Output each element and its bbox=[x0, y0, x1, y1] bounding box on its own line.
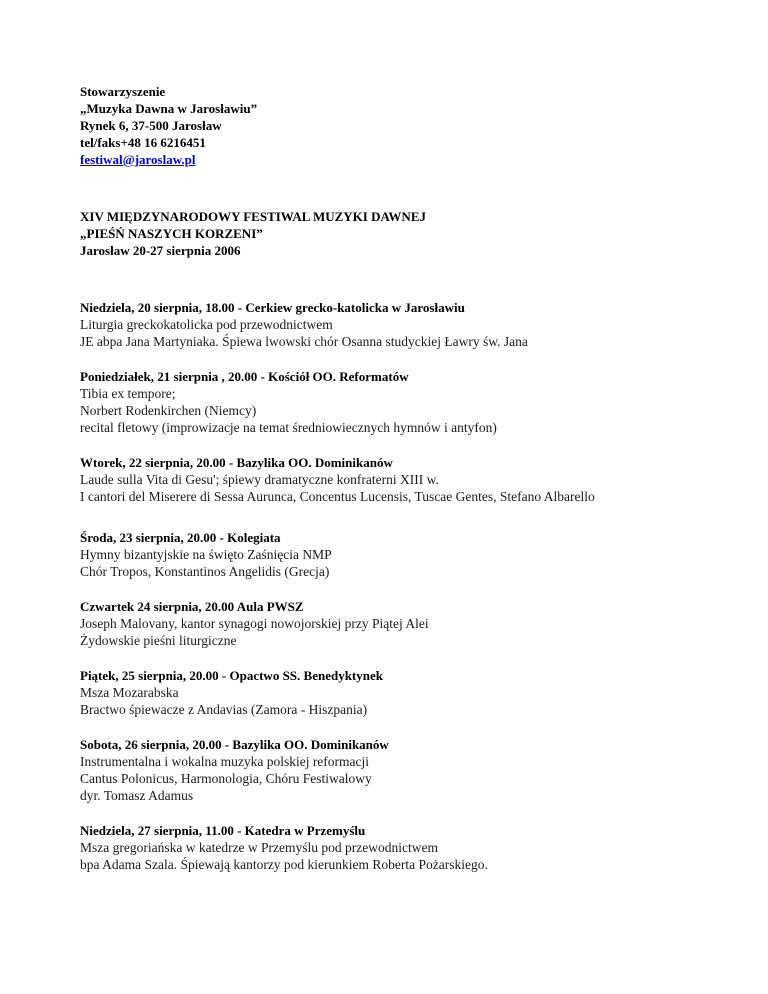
event-description-line: Tibia ex tempore; bbox=[80, 386, 176, 401]
event-heading: Niedziela, 27 sierpnia, 11.00 - Katedra w Przemyślu bbox=[80, 823, 366, 838]
event-description-line: Hymny bizantyjskie na święto Zaśnięcia NMP bbox=[80, 547, 332, 562]
event-heading: Sobota, 26 sierpnia, 20.00 - Bazylika OO. Dominikanów bbox=[80, 737, 389, 752]
event-description-line: Norbert Rodenkirchen (Niemcy) bbox=[80, 403, 257, 418]
event-heading: Poniedziałek, 21 sierpnia , 20.00 - Kościół OO. Reformatów bbox=[80, 369, 409, 384]
event-description-line: Laude sulla Vita di Gesu'; śpiewy dramatyczne konfraterni XIII w. bbox=[80, 472, 439, 487]
festival-title-block bbox=[80, 208, 740, 259]
organization-email-link[interactable]: festiwal@jaroslaw.pl bbox=[80, 152, 196, 167]
event-description-line: Msza gregoriańska w katedrze w Przemyślu pod przewodnictwem bbox=[80, 840, 439, 855]
event-description-line: Chór Tropos, Konstantinos Angelidis (Grecja) bbox=[80, 564, 330, 579]
event-description-line: Żydowskie pieśni liturgiczne bbox=[80, 633, 237, 648]
event-description-line: recital fletowy (improwizacje na temat średniowiecznych hymnów i antyfon) bbox=[80, 420, 497, 435]
event-item bbox=[80, 454, 740, 505]
event-item bbox=[80, 299, 740, 350]
event-item bbox=[80, 822, 740, 873]
event-description-line: Msza Mozarabska bbox=[80, 685, 179, 700]
event-description-line: Bractwo śpiewacze z Andavias (Zamora - Hiszpania) bbox=[80, 702, 368, 717]
organization-address: Rynek 6, 37-500 Jarosław bbox=[80, 118, 222, 133]
event-heading: Środa, 23 sierpnia, 20.00 - Kolegiata bbox=[80, 530, 281, 545]
organization-name: „Muzyka Dawna w Jarosławiu” bbox=[80, 101, 258, 116]
festival-subtitle: „PIEŚŃ NASZYCH KORZENI” bbox=[80, 226, 263, 241]
organization-type: Stowarzyszenie bbox=[80, 84, 166, 99]
organization-address-block bbox=[80, 83, 740, 168]
event-description-line: JE abpa Jana Martyniaka. Śpiewa lwowski chór Osanna studyckiej Ławry św. Jana bbox=[80, 334, 528, 349]
festival-title: XIV MIĘDZYNARODOWY FESTIWAL MUZYKI DAWNEJ bbox=[80, 209, 426, 224]
event-description-line: Joseph Malovany, kantor synagogi nowojorskiej przy Piątej Alei bbox=[80, 616, 429, 631]
event-item bbox=[80, 529, 740, 580]
organization-phone: tel/faks+48 16 6216451 bbox=[80, 135, 206, 150]
event-description-line: I cantori del Miserere di Sessa Aurunca, Concentus Lucensis, Tuscae Gentes, Stefano Albarello bbox=[80, 489, 595, 504]
event-description-line: bpa Adama Szala. Śpiewają kantorzy pod kierunkiem Roberta Pożarskiego. bbox=[80, 857, 488, 872]
event-description-line: Cantus Polonicus, Harmonologia, Chóru Festiwalowy bbox=[80, 771, 372, 786]
event-list bbox=[80, 299, 740, 873]
event-heading: Wtorek, 22 sierpnia, 20.00 - Bazylika OO. Dominikanów bbox=[80, 455, 393, 470]
festival-dates: Jarosław 20-27 sierpnia 2006 bbox=[80, 243, 241, 258]
event-item bbox=[80, 667, 740, 718]
event-description-line: dyr. Tomasz Adamus bbox=[80, 788, 194, 803]
event-heading: Czwartek 24 sierpnia, 20.00 Aula PWSZ bbox=[80, 599, 304, 614]
event-description-line: Instrumentalna i wokalna muzyka polskiej reformacji bbox=[80, 754, 370, 769]
document-page bbox=[80, 83, 740, 873]
event-description-line: Liturgia greckokatolicka pod przewodnictwem bbox=[80, 317, 333, 332]
event-item bbox=[80, 368, 740, 436]
event-heading: Piątek, 25 sierpnia, 20.00 - Opactwo SS. Benedyktynek bbox=[80, 668, 383, 683]
event-item bbox=[80, 736, 740, 804]
event-heading: Niedziela, 20 sierpnia, 18.00 - Cerkiew grecko-katolicka w Jarosławiu bbox=[80, 300, 465, 315]
event-item bbox=[80, 598, 740, 649]
